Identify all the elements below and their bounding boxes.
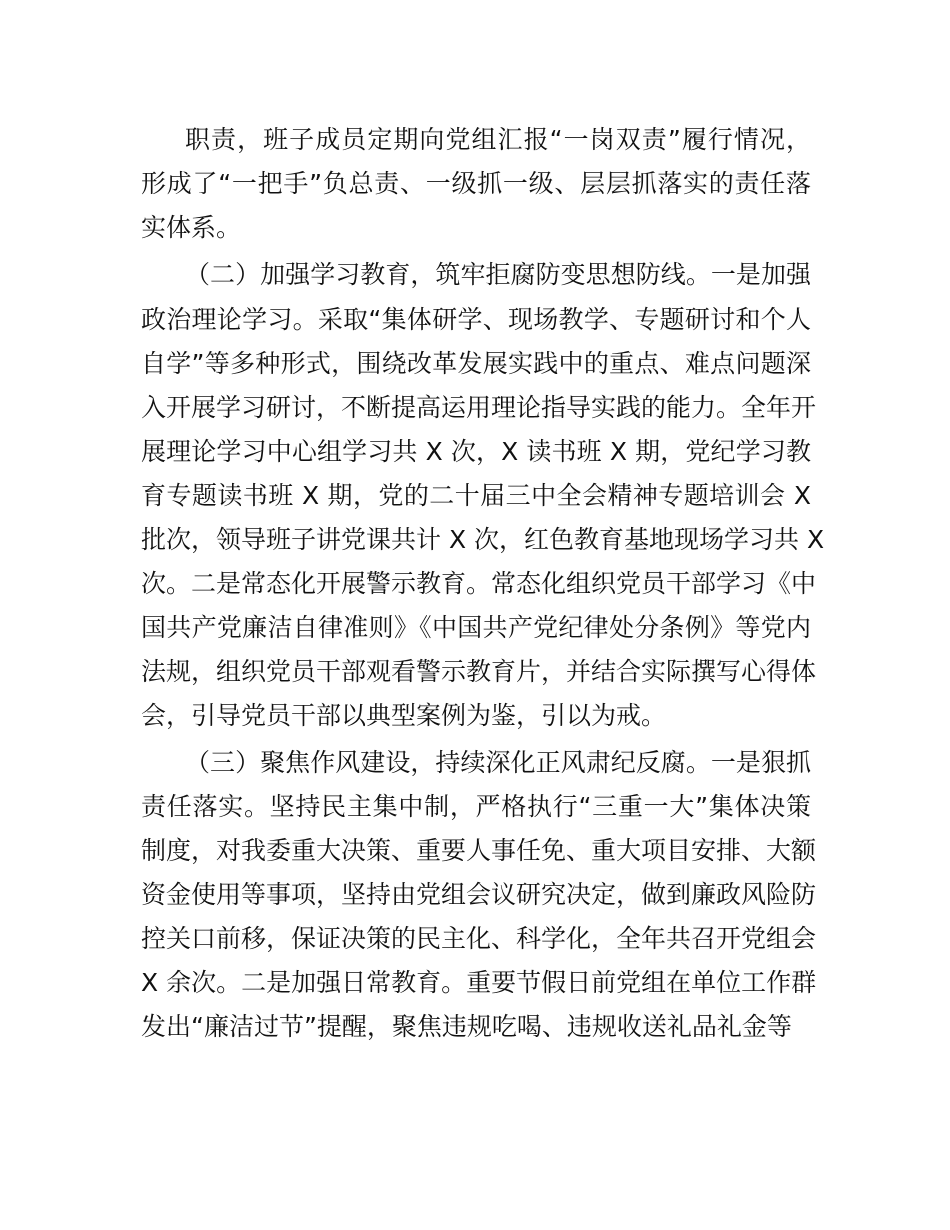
text-line: 批次，领导班子讲党课共计 X 次，红色教育基地现场学习共 X bbox=[141, 525, 825, 554]
section-heading-line: （三）聚焦作风建设，持续深化正风肃纪反腐。一是狠抓 bbox=[185, 748, 811, 777]
text-line: 政治理论学习。采取“集体研学、现场教学、专题研讨和个人 bbox=[141, 305, 811, 334]
text-line: 展理论学习中心组学习共 X 次，X 读书班 X 期，党纪学习教 bbox=[141, 437, 811, 466]
text-line: 责任落实。坚持民主集中制，严格执行“三重一大”集体决策 bbox=[141, 792, 811, 821]
text-line: 次。二是常态化开展警示教育。常态化组织党员干部学习《中 bbox=[141, 569, 817, 598]
text-line: 形成了“一把手”负总责、一级抓一级、层层抓落实的责任落 bbox=[141, 169, 811, 198]
text-line: 国共产党廉洁自律准则》《中国共产党纪律处分条例》等党内 bbox=[141, 613, 811, 642]
text-line: 发出“廉洁过节”提醒，聚焦违规吃喝、违规收送礼品礼金等 bbox=[141, 1012, 792, 1041]
text-line: 入开展学习研讨，不断提高运用理论指导实践的能力。全年开 bbox=[141, 393, 817, 422]
text-line: 育专题读书班 X 期，党的二十届三中全会精神专题培训会 X bbox=[141, 481, 811, 510]
text-line: 控关口前移，保证决策的民主化、科学化，全年共召开党组会 bbox=[141, 924, 817, 953]
text-line: 实体系。 bbox=[141, 213, 242, 242]
text-line: 会，引导党员干部以典型案例为鉴，引以为戒。 bbox=[141, 701, 667, 730]
text-line: 资金使用等事项，坚持由党组会议研究决定，做到廉政风险防 bbox=[141, 880, 817, 909]
text-line: 制度，对我委重大决策、重要人事任免、重大项目安排、大额 bbox=[141, 836, 817, 865]
text-line: 职责，班子成员定期向党组汇报“一岗双责”履行情况， bbox=[185, 125, 811, 154]
text-line: 法规，组织党员干部观看警示教育片，并结合实际撰写心得体 bbox=[141, 657, 817, 686]
text-line: 自学”等多种形式，围绕改革发展实践中的重点、难点问题深 bbox=[141, 349, 811, 378]
text-line: X 余次。二是加强日常教育。重要节假日前党组在单位工作群 bbox=[141, 968, 817, 997]
section-heading-line: （二）加强学习教育，筑牢拒腐防变思想防线。一是加强 bbox=[185, 260, 811, 289]
